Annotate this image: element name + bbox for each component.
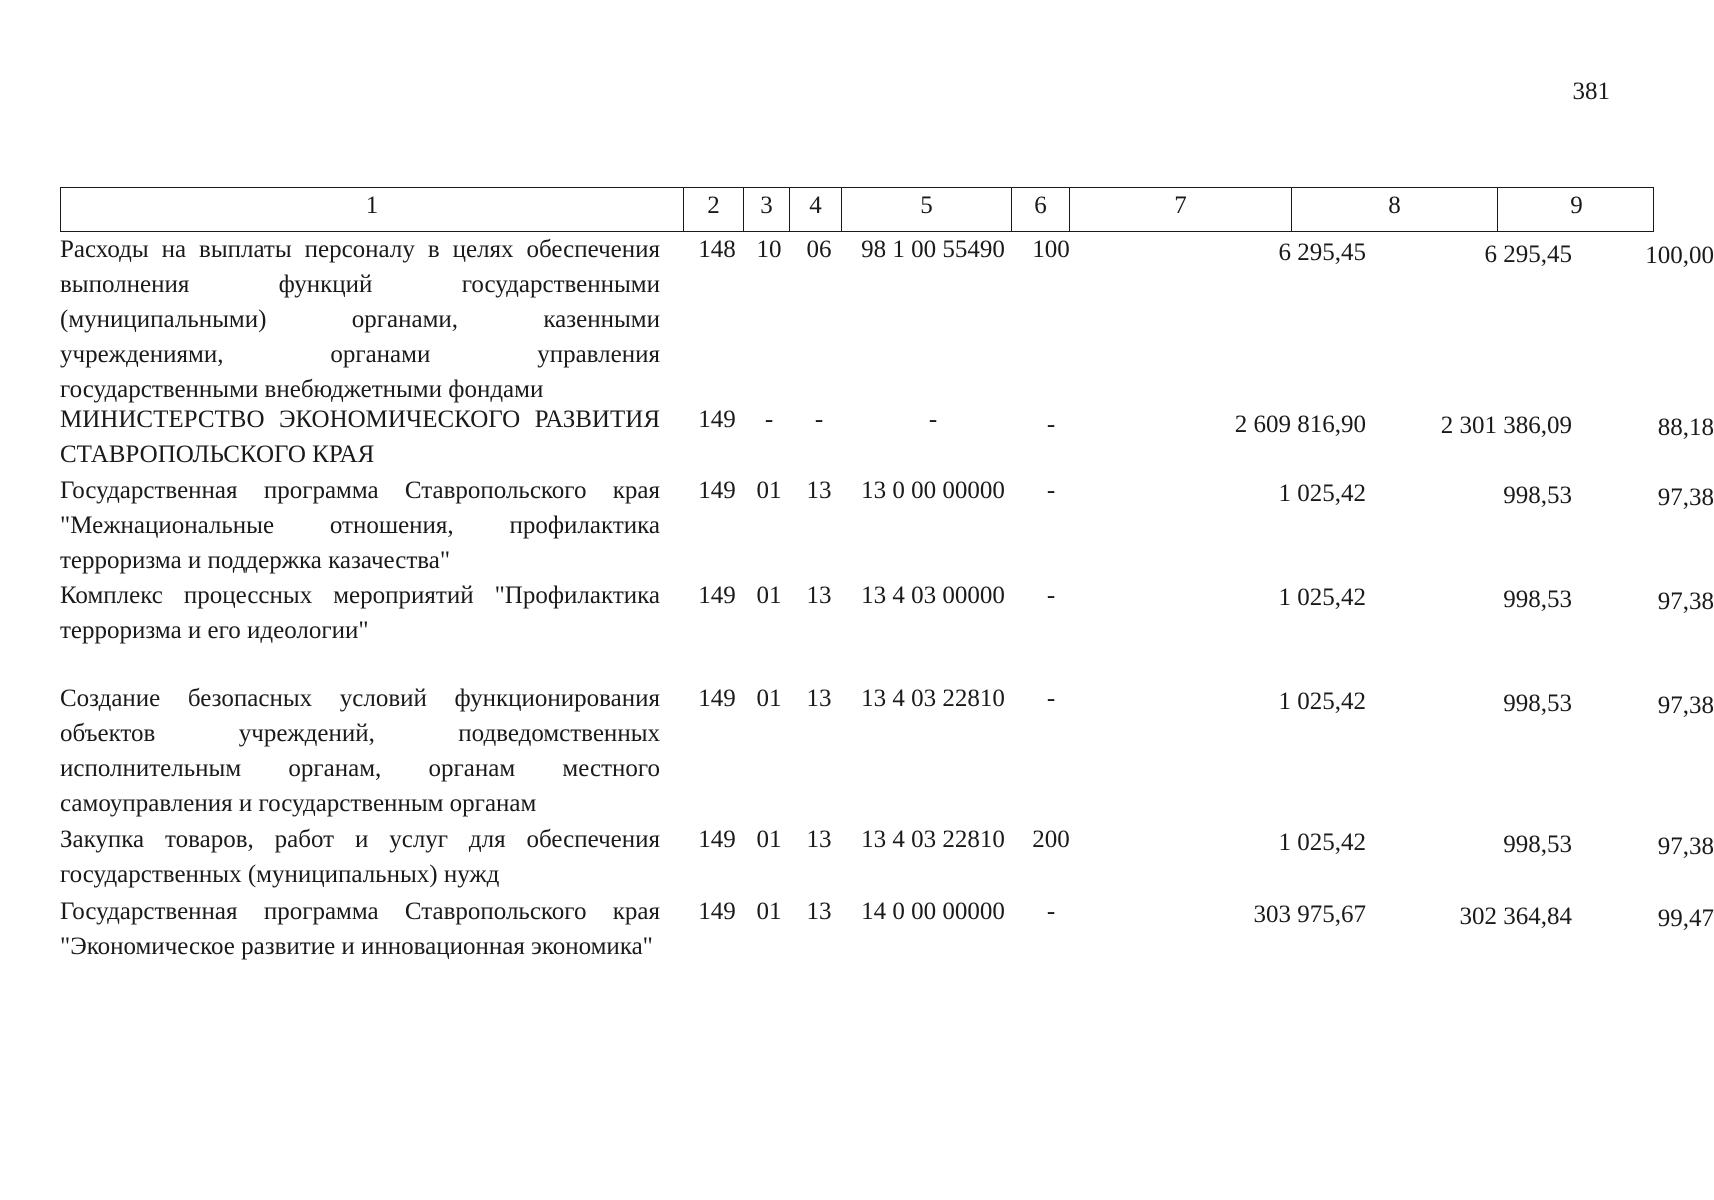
row-col-3: -: [764, 406, 774, 433]
row-col-6: -: [1046, 685, 1056, 712]
row-col-5: 13 0 00 00000: [861, 477, 1005, 504]
row-name: Комплекс процессных мероприятий "Профилактика терроризма и его идеологии": [60, 582, 660, 644]
header-col-6: 6: [1011, 188, 1069, 231]
row-col-6: -: [1046, 582, 1056, 609]
header-col-2: 2: [683, 188, 743, 231]
row-col-2: 149: [698, 406, 736, 433]
row-col-6: 200: [1032, 826, 1070, 853]
header-col-7: 7: [1069, 188, 1291, 231]
row-col-7: 6 295,45: [1278, 239, 1366, 266]
row-col-5: -: [928, 406, 938, 433]
header-col-3: 3: [743, 188, 789, 231]
row-col-9: 97,38: [1657, 588, 1714, 615]
row-col-2: 149: [698, 898, 736, 925]
header-col-8: 8: [1291, 188, 1497, 231]
row-col-3: 01: [756, 477, 782, 504]
row-name: МИНИСТЕРСТВО ЭКОНОМИЧЕСКОГО РАЗВИТИЯ СТАВРОПОЛЬСКОГО КРАЯ: [60, 406, 660, 468]
row-col-5: 13 4 03 22810: [861, 685, 1005, 712]
row-col-9: 100,00: [1645, 242, 1714, 269]
row-col-2: 149: [698, 685, 736, 712]
row-name: Создание безопасных условий функционирования объектов учреждений, подведомственных исполнительным органам, органам местного самоуправления и государственным органам: [60, 685, 660, 817]
row-name: Государственная программа Ставропольского края "Экономическое развитие и инновационная экономика": [60, 898, 660, 960]
row-name: Закупка товаров, работ и услуг для обеспечения государственных (муниципальных) нужд: [60, 826, 660, 888]
row-col-7: 1 025,42: [1278, 584, 1366, 611]
row-col-9: 97,38: [1657, 833, 1714, 860]
row-col-7: 1 025,42: [1278, 688, 1366, 715]
row-col-3: 10: [756, 236, 782, 263]
row-col-6: -: [1046, 898, 1056, 925]
row-col-8: 998,53: [1503, 690, 1572, 717]
row-col-9: 97,38: [1657, 692, 1714, 719]
row-col-4: 13: [806, 898, 832, 925]
row-col-2: 149: [698, 826, 736, 853]
row-col-8: 998,53: [1503, 586, 1572, 613]
row-col-8: 998,53: [1503, 831, 1572, 858]
row-col-7: 1 025,42: [1278, 480, 1366, 507]
page-number: 381: [1572, 78, 1610, 105]
row-col-4: -: [814, 406, 824, 433]
row-col-7: 303 975,67: [1253, 901, 1366, 928]
row-col-4: 13: [806, 477, 832, 504]
row-col-8: 302 364,84: [1459, 903, 1572, 930]
row-col-4: 06: [806, 236, 832, 263]
row-col-6: -: [1046, 477, 1056, 504]
row-col-8: 6 295,45: [1484, 241, 1572, 268]
header-col-4: 4: [789, 188, 841, 231]
row-col-4: 13: [806, 685, 832, 712]
row-col-5: 13 4 03 22810: [861, 826, 1005, 853]
row-col-7: 2 609 816,90: [1234, 411, 1366, 438]
row-col-9: 88,18: [1657, 414, 1714, 441]
row-col-2: 149: [698, 582, 736, 609]
table-header: [60, 187, 1654, 232]
row-col-2: 148: [698, 236, 736, 263]
header-col-5: 5: [841, 188, 1011, 231]
row-col-4: 13: [806, 582, 832, 609]
row-col-8: 998,53: [1503, 482, 1572, 509]
row-col-8: 2 301 386,09: [1440, 412, 1572, 439]
row-col-2: 149: [698, 477, 736, 504]
row-col-5: 14 0 00 00000: [861, 898, 1005, 925]
row-col-5: 98 1 00 55490: [861, 236, 1005, 263]
row-col-5: 13 4 03 00000: [861, 582, 1005, 609]
row-col-9: 97,38: [1657, 484, 1714, 511]
row-col-6: -: [1046, 411, 1056, 438]
row-name: Расходы на выплаты персоналу в целях обеспечения выполнения функций государственными (муниципальными) органами, казенными учреждениями, органами управления государственными внебюджетными фондами: [60, 236, 660, 403]
header-col-1: 1: [365, 192, 379, 219]
row-col-3: 01: [756, 582, 782, 609]
row-name: Государственная программа Ставропольского края "Межнациональные отношения, профилактика терроризма и поддержка казачества": [60, 477, 660, 574]
header-col-9: 9: [1497, 188, 1655, 231]
row-col-7: 1 025,42: [1278, 829, 1366, 856]
row-col-3: 01: [756, 826, 782, 853]
row-col-9: 99,47: [1657, 905, 1714, 932]
row-col-6: 100: [1032, 236, 1070, 263]
row-col-4: 13: [806, 826, 832, 853]
row-col-3: 01: [756, 685, 782, 712]
row-col-3: 01: [756, 898, 782, 925]
